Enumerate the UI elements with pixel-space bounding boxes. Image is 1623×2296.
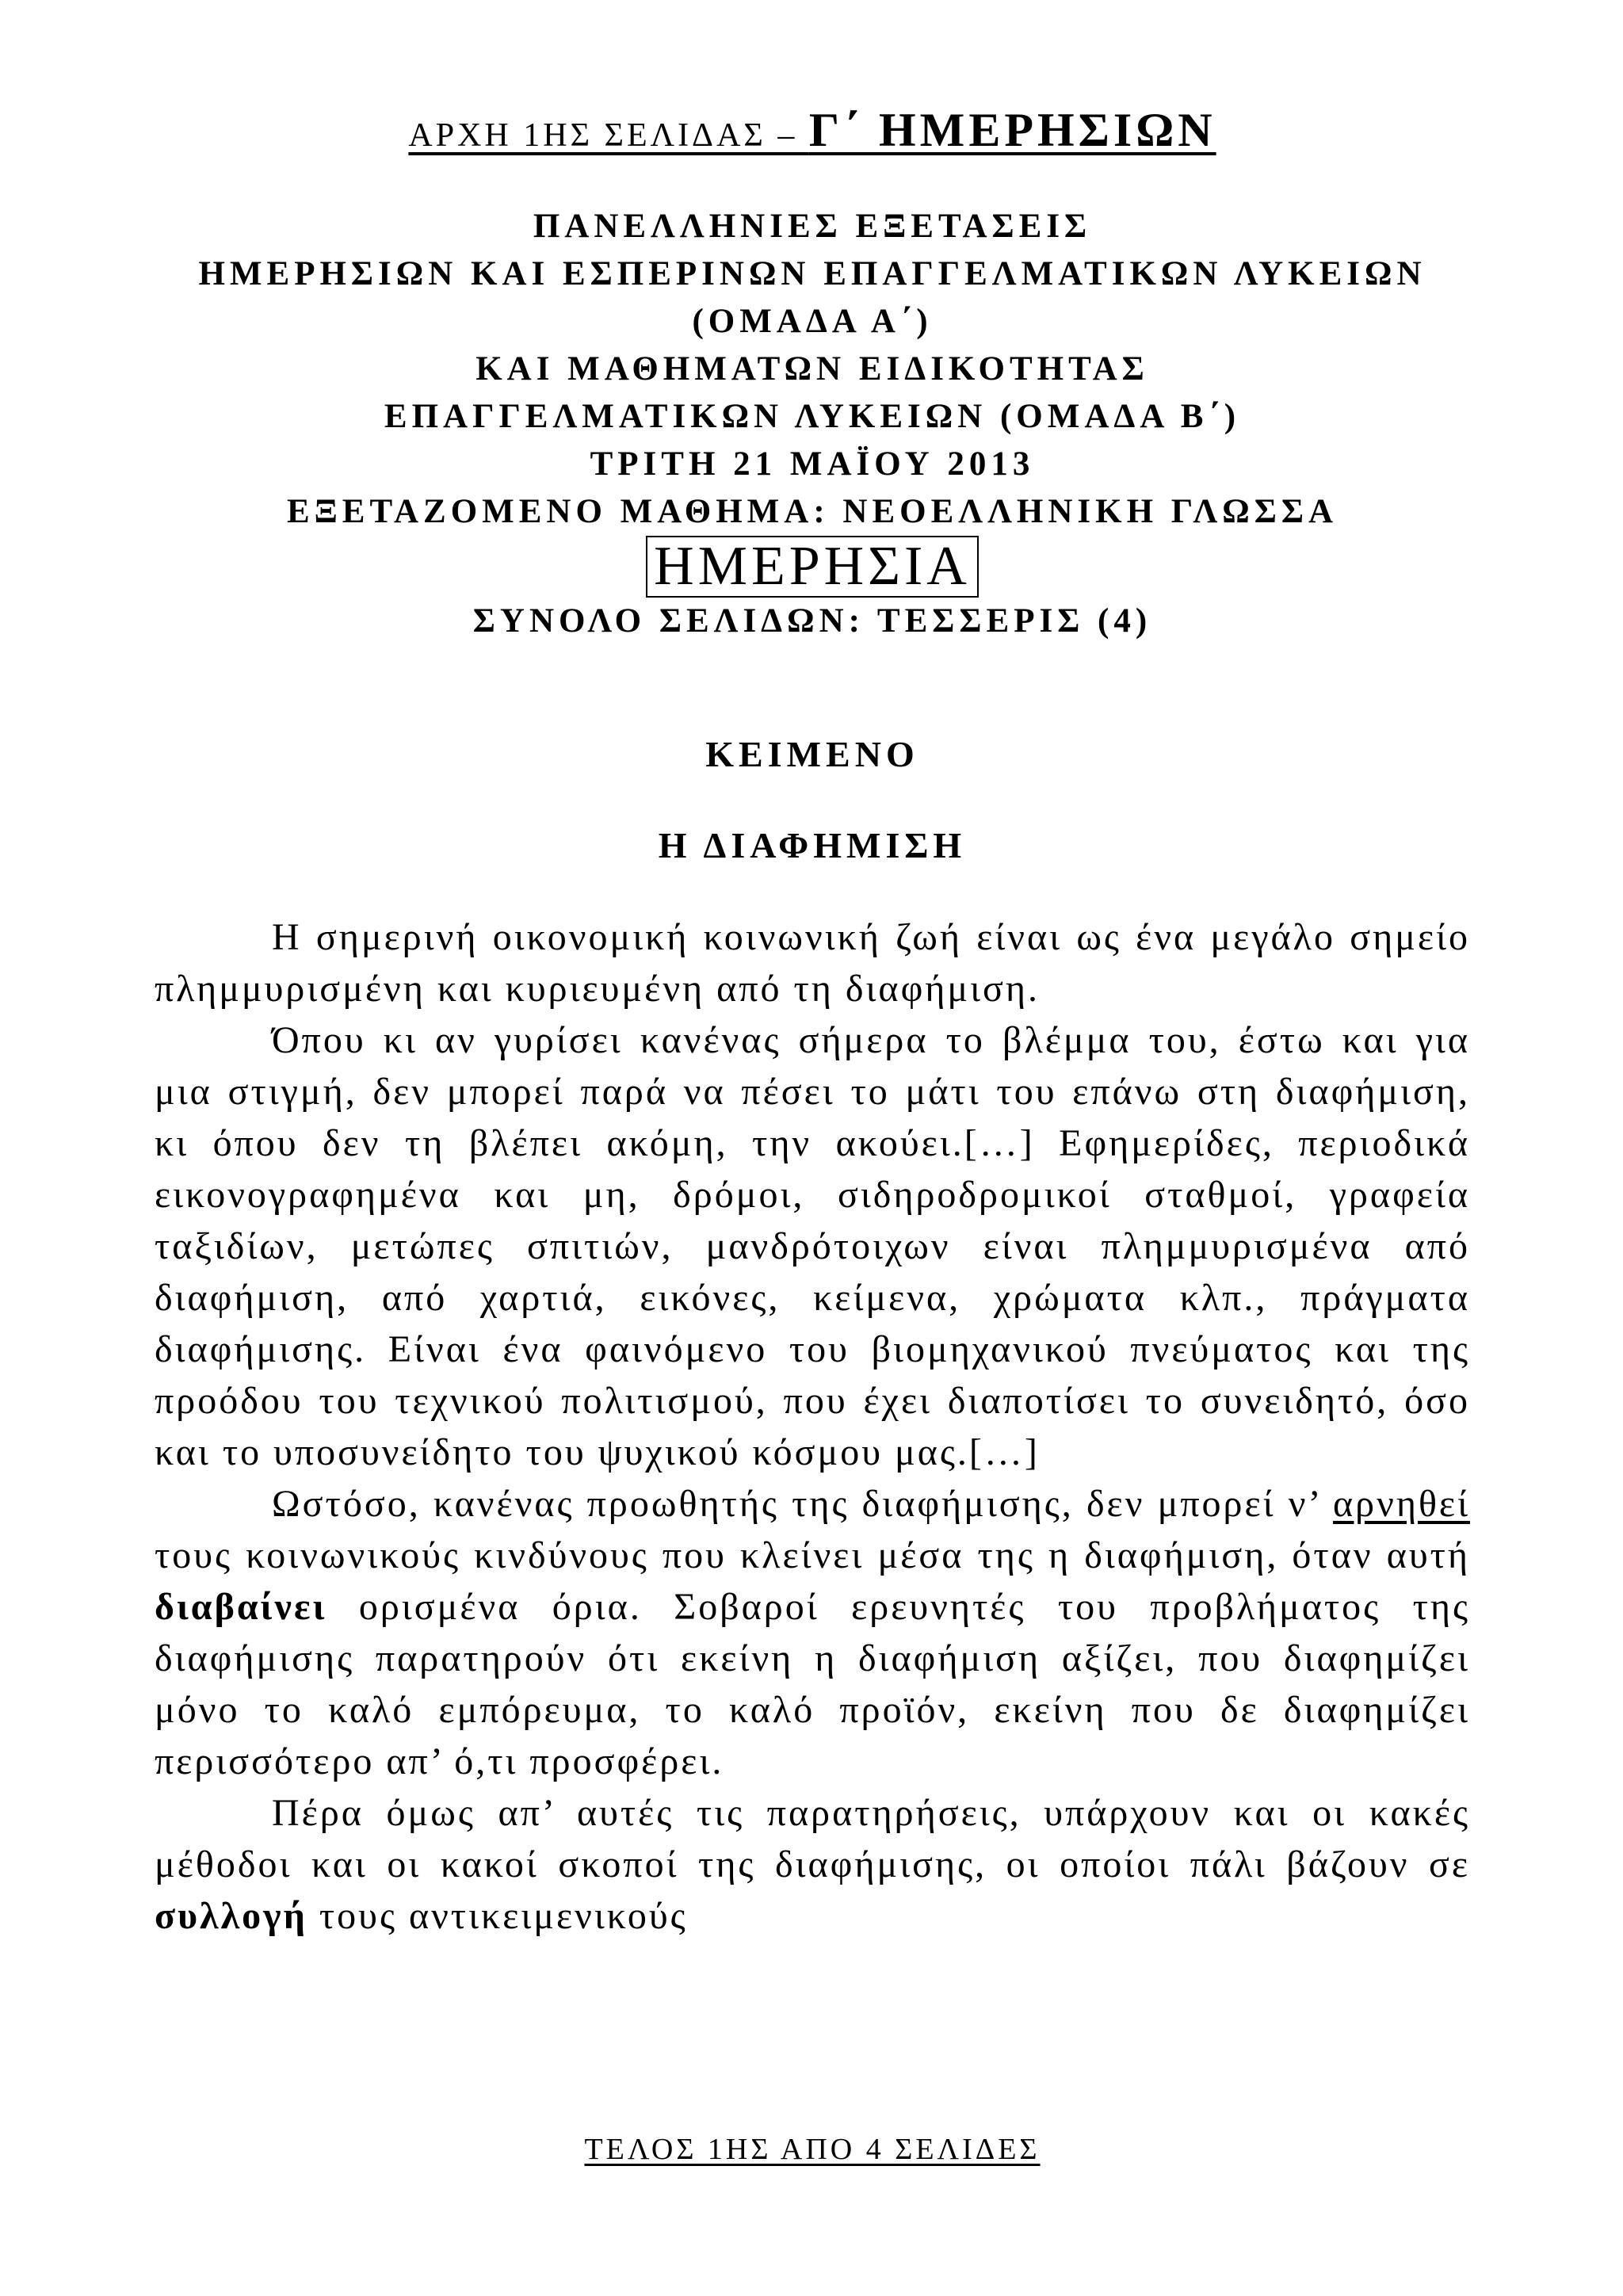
bold-word-diavainei: διαβαίνει: [155, 1586, 327, 1628]
paragraph-1: Η σημερινή οικονομική κοινωνική ζωή είναι ως ένα μεγάλο σημείο πλημμυρισμένη και κυριευμένη από τη διαφήμιση.: [155, 916, 1470, 1010]
paragraph-3-part-a: Ωστόσο, κανένας προωθητής της διαφήμισης, δεν μπορεί ν’: [272, 1483, 1334, 1525]
exam-type-box: ΗΜΕΡΗΣΙΑ: [646, 536, 979, 598]
exam-line-2: ΗΜΕΡΗΣΙΩΝ ΚΑΙ ΕΣΠΕΡΙΝΩΝ ΕΠΑΓΓΕΛΜΑΤΙΚΩΝ ΛΥΚΕΙΩΝ: [198, 255, 1426, 292]
paragraph-4: [155, 1787, 1470, 1942]
page-footer: [155, 2132, 1470, 2167]
exam-type-row: [155, 536, 1470, 598]
exam-pages-total: ΣΥΝΟΛΟ ΣΕΛΙΔΩΝ: ΤΕΣΣΕΡΙΣ (4): [472, 602, 1152, 640]
passage-text: [155, 911, 1470, 1942]
page-header-class: Γ΄ ΗΜΕΡΗΣΙΩΝ: [808, 104, 1216, 156]
page-header-prefix: ΑΡΧΗ 1ΗΣ ΣΕΛΙΔΑΣ –: [408, 117, 809, 154]
paragraph-4-part-b: τους αντικειμενικούς: [307, 1895, 688, 1937]
paragraph-4-part-a: Πέρα όμως απ’ αυτές τις παρατηρήσεις, υπάρχουν και οι κακές μέθοδοι και οι κακοί σκοποί της διαφήμισης, οι οποίοι πάλι βάζουν σε: [155, 1792, 1470, 1885]
exam-subject: ΕΞΕΤΑΖΟΜΕΝΟ ΜΑΘΗΜΑ: ΝΕΟΕΛΛΗΝΙΚΗ ΓΛΩΣΣΑ: [286, 493, 1338, 530]
underlined-word: αρνηθεί: [1333, 1483, 1470, 1525]
exam-info: [155, 203, 1470, 645]
text-title: Η ΔΙΑΦΗΜΙΣΗ: [658, 825, 967, 865]
exam-line-5: ΕΠΑΓΓΕΛΜΑΤΙΚΩΝ ΛΥΚΕΙΩΝ (ΟΜΑΔΑ Β΄): [384, 398, 1241, 435]
page-header-line: [408, 104, 1216, 156]
paragraph-3-part-c: ορισμένα όρια. Σοβαροί ερευνητές του προβλήματος της διαφήμισης παρατηρούν ότι εκείνη η διαφήμιση αξίζει, που διαφημίζει μόνο το καλό εμπόρευμα, το καλό προϊόν, εκείνη που δε διαφημίζει περισσότερο απ’ ό,τι προσφέρει.: [155, 1586, 1470, 1782]
page-header: [155, 103, 1470, 158]
bold-word-syllogi: συλλογή: [155, 1895, 307, 1937]
paragraph-3-part-b: τους κοινωνικούς κινδύνους που κλείνει μέσα της η διαφήμιση, όταν αυτή: [155, 1534, 1470, 1576]
exam-line-3: (ΟΜΑΔΑ Α΄): [692, 303, 933, 340]
paragraph-2: Όπου κι αν γυρίσει κανένας σήμερα το βλέμμα του, έστω και για μια στιγμή, δεν μπορεί παρά να πέσει το μάτι του επάνω στη διαφήμιση, κι όπου δεν τη βλέπει ακόμη, την ακούει.[…] Εφημερίδες, περιοδικά εικονογραφημένα και μη, δρόμοι, σιδηροδρομικοί σταθμοί, γραφεία ταξιδίων, μετώπες σπιτιών, μανδρότοιχων είναι πλημμυρισμένα από διαφήμιση, από χαρτιά, εικόνες, κείμενα, χρώματα κλπ., πράγματα διαφήμισης. Είναι ένα φαινόμενο του βιομηχανικού πνεύματος και της προόδου του τεχνικού πολιτισμού, που έχει διαποτίσει το συνειδητό, όσο και το υποσυνείδητο του ψυχικού κόσμου μας.[…]: [155, 1019, 1470, 1473]
exam-line-4: ΚΑΙ ΜΑΘΗΜΑΤΩΝ ΕΙΔΙΚΟΤΗΤΑΣ: [475, 350, 1149, 388]
section-heading: ΚΕΙΜΕΝΟ: [705, 734, 919, 774]
paragraph-3: [155, 1478, 1470, 1787]
exam-line-1: ΠΑΝΕΛΛΗΝΙΕΣ ΕΞΕΤΑΣΕΙΣ: [533, 208, 1092, 245]
exam-date: ΤΡΙΤΗ 21 ΜΑΪΟΥ 2013: [590, 445, 1035, 483]
page-footer-text: ΤΕΛΟΣ 1ΗΣ ΑΠΟ 4 ΣΕΛΙΔΕΣ: [584, 2133, 1041, 2166]
